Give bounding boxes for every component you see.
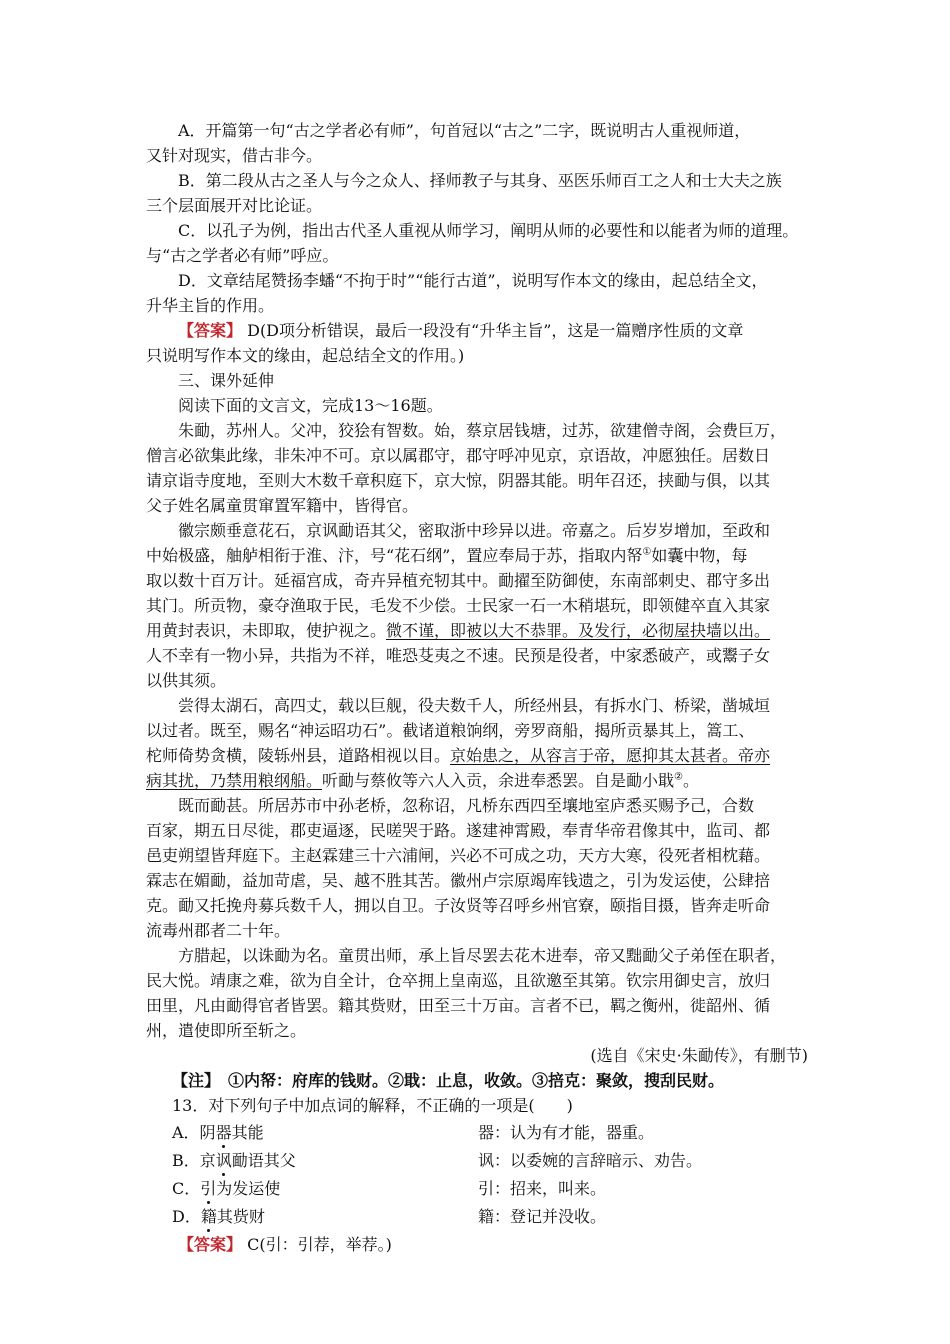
- notes: [172, 1070, 724, 1092]
- q-item-c-explanation: 引：招来，叫来。: [478, 1179, 607, 1198]
- q-item-prefix: B．京: [172, 1151, 216, 1170]
- q-item-prefix: D．: [172, 1207, 201, 1226]
- p4-line: 霖志在媚勔，益加苛虐，吴、越不胜其苦。徽州卢宗原竭库钱遗之，引为发运使，公肆掊: [146, 871, 771, 890]
- p2-line: 人不幸有一物小异，共指为不祥，唯恐芟夷之不速。民预是役者，中家悉破产，或鬻子女: [146, 646, 771, 665]
- notes-text: 【注】 ①内帑：府库的钱财。②戢：止息，收敛。③掊克：聚敛，搜刮民财。: [172, 1071, 725, 1090]
- answer-tag: 【答案】: [178, 1235, 243, 1254]
- option-d-line-1: D．文章结尾赞扬李蟠“不拘于时”“能行古道”，说明写作本文的缘由，起总结全文，: [178, 271, 768, 290]
- p1-line: 请京诣寺度地，至则大木数千章积庭下，京大惊，阴器其能。明年召还，挟勔与俱，以其: [146, 471, 771, 490]
- option-a-line-2: 又针对现实，借古非今。: [146, 146, 323, 165]
- p3-text: 。: [683, 771, 700, 790]
- option-a-line-1: A．开篇第一句“古之学者必有师”，句首冠以“古之”二字，既说明古人重视师道，: [178, 121, 751, 140]
- p1-line: 僧言必欲集此缘，非朱冲不可。京以属郡守，郡守呼冲见京，京语故，冲愿独任。居数日: [146, 446, 771, 465]
- q-item-d-explanation: 籍：登记并没收。: [478, 1207, 607, 1226]
- p4-line: 流毒州郡者二十年。: [146, 921, 291, 940]
- q-item-b: [172, 1150, 296, 1172]
- p3-text: 听勔与蔡攸等六人入贡，余进奉悉罢。自是勔小戢: [322, 771, 675, 790]
- p5-line: 州，遣使即所至斩之。: [146, 1021, 307, 1040]
- p4-line: 百家，期五日尽徙，郡吏逼逐，民嗟哭于路。遂建神霄殿，奉青华帝君像其中，监司、都: [146, 821, 771, 840]
- underlined-sentence: 病其扰，乃禁用粮纲船。: [146, 771, 323, 790]
- answer-text: C(引：引荐，举荐。): [247, 1235, 392, 1254]
- p1-line: 父子姓名属童贯窜置军籍中，皆得官。: [146, 496, 419, 515]
- p4-line: 既而勔甚。所居苏市中孙老桥，忽称诏，凡桥东西四至壤地室庐悉买赐予己，合数: [178, 796, 755, 815]
- p5-line: 田里，凡由勔得官者皆罢。籍其赀财，田至三十万亩。言者不已，羁之衡州，徙韶州、循: [146, 996, 771, 1015]
- q-item-prefix: C．: [172, 1179, 201, 1198]
- p2-line: [146, 620, 770, 642]
- p4-line: 克。勔又托挽舟募兵数千人，拥以自卫。子汝贤等召呼乡州官寮，颐指目摄，皆奔走听命: [146, 896, 771, 915]
- instruction: 阅读下面的文言文，完成13～16题。: [178, 396, 443, 415]
- answer-text: D(D项分析错误，最后一段没有“升华主旨”，这是一篇赠序性质的文章: [247, 321, 744, 340]
- p3-line: 以过者。既至，赐名“神运昭功石”。截诸道粮饷纲，旁罗商船，揭所贡暴其上，篙工、: [146, 721, 755, 740]
- footnote-marker: ②: [674, 771, 683, 783]
- source-citation: (选自《宋史·朱勔传》，有删节): [590, 1046, 808, 1065]
- dotted-word: 讽: [215, 1151, 232, 1170]
- p3-line: [146, 745, 770, 767]
- q-item-rest: 其能: [231, 1123, 264, 1142]
- underlined-sentence: 京始患之，从容言于帝，愿抑其太甚者。帝亦: [450, 746, 771, 765]
- p1-line: 朱勔，苏州人。父冲，狡狯有智数。始，蔡京居钱塘，过苏，欲建僧寺阁，会费巨万，: [178, 421, 787, 440]
- dotted-word: 引: [200, 1179, 217, 1198]
- p2-line: 其门。所贡物，豪夺渔取于民，毛发不少偿。士民家一石一木稍堪玩，即领健卒直入其家: [146, 596, 771, 615]
- q-item-rest: 其赀财: [216, 1207, 265, 1226]
- option-b-line-1: B．第二段从古之圣人与今之众人、择师教子与其身、巫医乐师百工之人和士大夫之族: [178, 171, 782, 190]
- option-c-line-2: 与“古之学者必有师”呼应。: [146, 246, 339, 265]
- p2-line: 徽宗颇垂意花石，京讽勔语其父，密取浙中珍异以进。帝嘉之。后岁岁增加，至政和: [178, 521, 771, 540]
- footnote-marker: ①: [642, 546, 652, 558]
- p2-text: 中始极盛，舳舻相衔于淮、汴，号“花石纲”，置应奉局于苏，指取内帑: [146, 546, 643, 565]
- p2-text: 如囊中物，每: [651, 546, 748, 565]
- underlined-sentence: 微不谨，即被以大不恭罪。及发行，必彻屋抉墙以出。: [386, 621, 771, 640]
- answer-2: [178, 1234, 392, 1256]
- q-item-a-explanation: 器：认为有才能，器重。: [478, 1123, 655, 1142]
- q-item-rest: 勔语其父: [231, 1151, 296, 1170]
- p4-line: 邑吏朔望皆拜庭下。主赵霖建三十六浦闸，兴必不可成之功，天方大寒，役死者相枕藉。: [146, 846, 771, 865]
- q-item-b-explanation: 讽：以委婉的言辞暗示、劝告。: [478, 1151, 703, 1170]
- p3-line: 尝得太湖石，高四丈，载以巨舰，役夫数千人，所经州县，有拆水门、桥梁，凿城垣: [178, 696, 771, 715]
- option-b-line-2: 三个层面展开对比论证。: [146, 196, 323, 215]
- answer-1-line-2: 只说明写作本文的缘由，起总结全文的作用。): [146, 346, 465, 365]
- q-item-d: [172, 1206, 265, 1228]
- p3-line: [146, 770, 699, 792]
- p5-line: 民大悦。靖康之难，欲为自全计，仓卒拥上皇南巡，且欲邀至其第。钦宗用御史言，放归: [146, 971, 771, 990]
- p2-line: 取以数十百万计。延福宫成，奇卉异植充牣其中。勔擢至防御使，东南部刺史、郡守多出: [146, 571, 771, 590]
- section-title: 三、课外延伸: [178, 371, 275, 390]
- q-item-a: [172, 1122, 264, 1144]
- dotted-word: 籍: [200, 1207, 217, 1226]
- q-item-rest: 为发运使: [216, 1179, 281, 1198]
- q-item-prefix: A．阴: [172, 1123, 216, 1142]
- p2-line: [146, 545, 747, 567]
- question-13: 13．对下列句子中加点词的解释，不正确的一项是( ): [172, 1096, 573, 1115]
- p3-text: 柁师倚势贪横，陵轹州县，道路相视以目。: [146, 746, 451, 765]
- dotted-word: 器: [215, 1123, 232, 1142]
- answer-1-line-1: [178, 320, 743, 342]
- q-item-c: [172, 1178, 280, 1200]
- option-c-line-1: C．以孔子为例，指出古代圣人重视从师学习，阐明从师的必要性和以能者为师的道理。: [178, 221, 799, 240]
- answer-tag: 【答案】: [178, 321, 243, 340]
- p2-text: 用黄封表识，未即取，使护视之。: [146, 621, 387, 640]
- p2-line: 以供其须。: [146, 671, 227, 690]
- p5-line: 方腊起，以诛勔为名。童贯出师，承上旨尽罢去花木进奉，帝又黜勔父子弟侄在职者，: [178, 946, 787, 965]
- option-d-line-2: 升华主旨的作用。: [146, 296, 275, 315]
